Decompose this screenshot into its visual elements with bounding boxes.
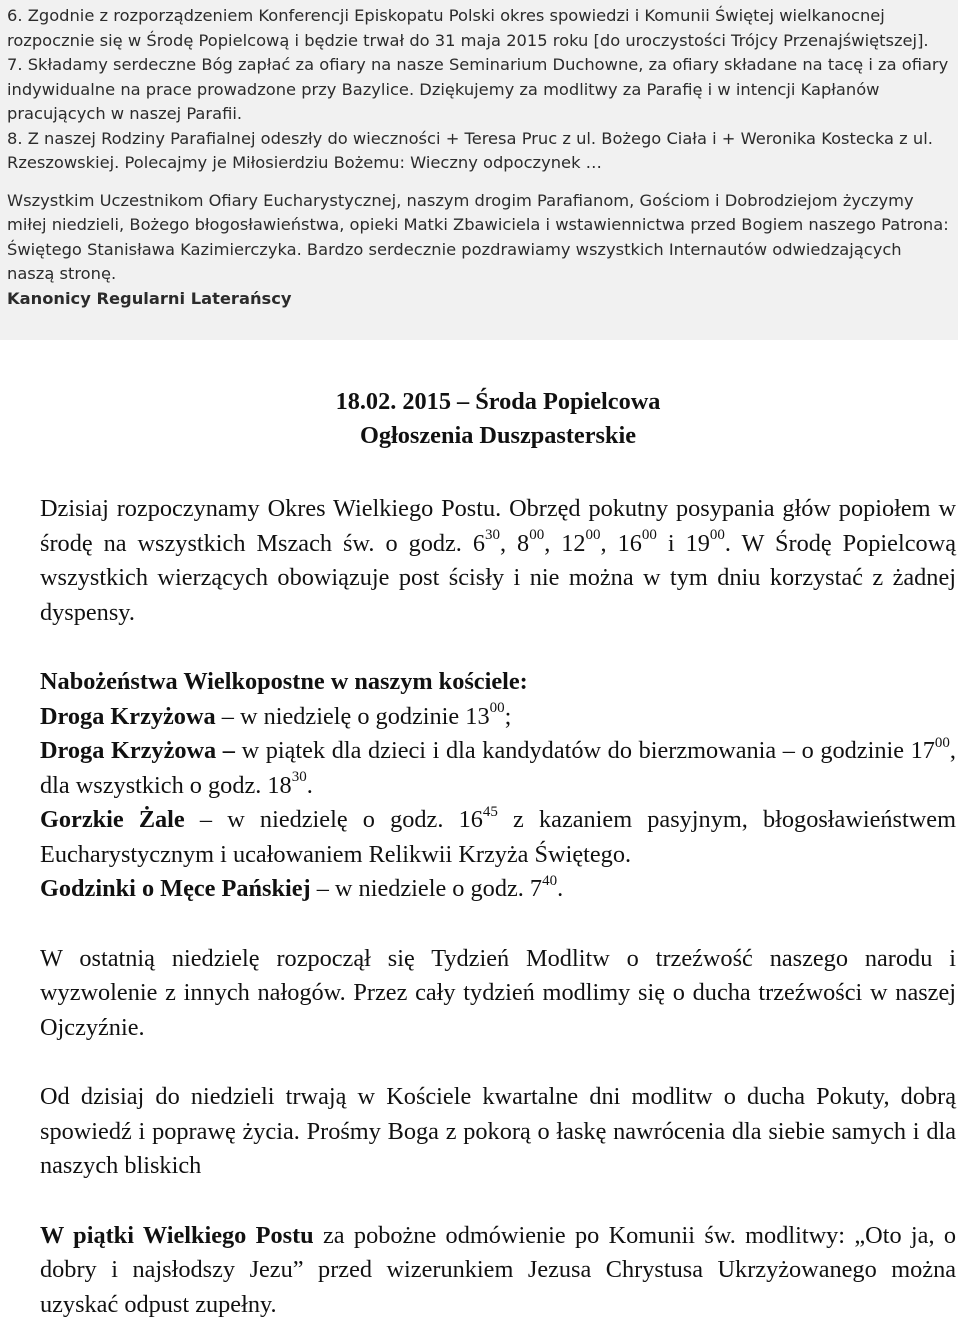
ash-wednesday-paragraph: Dzisiaj rozpoczynamy Okres Wielkiego Postu. Obrzęd pokutny posypania głów popiołem w środę na wszystkich Mszach św. o godz. $6^{30}$, $8^{00}$, $12^{00}$, $16^{00}$ i $19^{00}$. W Środę Popielcową wszystkich wierzących obowiązuje post ścisły i nie można w tym dniu korzystać z żadnej dyspensy. [40,495,956,626]
notice-8: 8. Z naszej Rodziny Parafialnej odeszły do wieczności + Teresa Pruc z ul. Bożego Ciała i + Weronika Kostecka z ul. Rzeszowskiej. Polecajmy je Miłosierdziu Bożemu: Wieczny odpoczynek … [7,128,933,172]
announcements [40,385,956,1322]
previous-notices-text [7,4,953,311]
droga-krzyzowa-sunday: Droga Krzyżowa – w niedzielę o godzinie $13^{00}$; [40,700,512,730]
page-title: Ogłoszenia Duszpasterskie [359,422,637,449]
notice-7: 7. Składamy serdeczne Bóg zapłać za ofiary na nasze Seminarium Duchowne, za ofiary składane na tacę i za ofiary indywidualne na prace prowadzone przy Bazylice. Dziękujemy za modlitwy za Parafię i w intencji Kapłanów pracujących w naszej Parafii. [7,55,949,123]
sobriety-paragraph: W ostatnią niedzielę rozpoczął się Tydzień Modlitw o trzeźwość naszego narodu i wyzwolenie z innych nałogów. Przez cały tydzień modlimy się o ducha trzeźwości w naszej Ojczyźnie. [40,944,956,1041]
lent-services-heading: Nabożeństwa Wielkopostne w naszym kościele: [40,668,528,695]
lent-fridays-paragraph: W piątki Wielkiego Postu za pobożne odmówienie po Komunii św. modlitwy: „Oto ja, o dobry i najsłodszy Jezu” przed wizerunkiem Jezusa Chrystusa Ukrzyżowanego można uzyskać odpust zupełny. [40,1221,956,1318]
title-block [40,385,956,453]
greeting-paragraph: Wszystkim Uczestnikom Ofiary Eucharystycznej, naszym drogim Parafianom, Gościom i Dobrodziejom życzymy miłej niedzieli, Bożego błogosławieństwa, opieki Matki Zbawiciela i wstawiennictwa przed Bogiem naszego Patrona: Świętego Stanisława Kazimierczyka. Bardzo serdecznie pozdrawiamy wszystkich Internautów odwiedzających naszą stronę. [7,190,949,283]
gorzkie-zale: Gorzkie Żale – w niedzielę o godz. $16^{45}$ z kazaniem pasyjnym, błogosławieństwem Eucharystycznym i ucałowaniem Relikwii Krzyża Świętego. [40,803,956,868]
notice-6: 6. Zgodnie z rozporządzeniem Konferencji Episkopatu Polski okres spowiedzi i Komunii Świętej wielkanocnej rozpocznie się w Środę Popielcową i będzie trwał do 31 maja 2015 roku [do uroczystości Trójcy Przenajświętszej]. [7,6,929,50]
previous-notices-box [0,0,958,340]
ember-days-paragraph: Od dzisiaj do niedzieli trwają w Kościele kwartalne dni modlitw o ducha Pokuty, dobrą spowiedź i poprawę życia. Prośmy Boga z pokorą o łaskę nawrócenia dla siebie samych i dla naszych bliskich [40,1083,956,1179]
droga-krzyzowa-friday: Droga Krzyżowa – w piątek dla dzieci i dla kandydatów do bierzmowania – o godzinie $17^{00}$, dla wszystkich o godz. $18^{30}$. [40,734,956,799]
date-heading: 18.02. 2015 – Środa Popielcowa [335,388,661,415]
godzinki: Godzinki o Męce Pańskiej – w niedziele o godz. $7^{40}$. [40,872,564,902]
signature: Kanonicy Regularni Laterańscy [7,288,292,308]
